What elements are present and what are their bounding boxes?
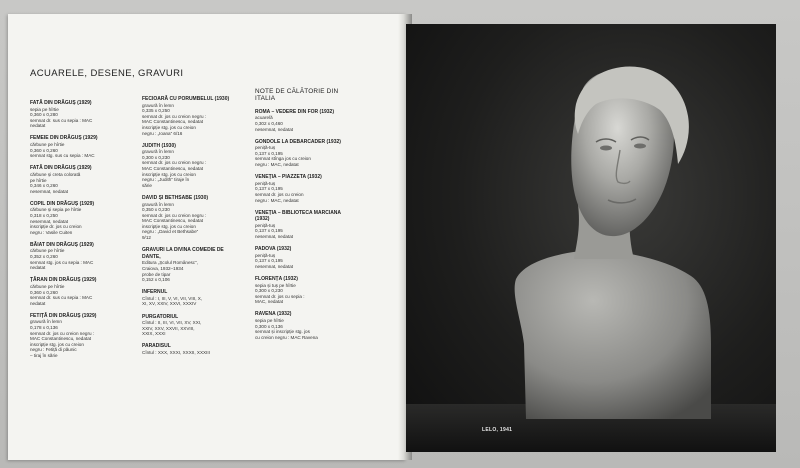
entry-detail: cărbune și sepia pe hîrtie bbox=[30, 207, 82, 213]
entry-detail: inscripție stg. jos cu creion bbox=[142, 223, 196, 229]
catalog-entry bbox=[255, 311, 355, 340]
entry-detail: 0,352 x 0,260 bbox=[30, 254, 58, 260]
catalog-entry bbox=[30, 135, 130, 158]
entry-detail: gravură în lemn bbox=[142, 102, 174, 108]
entry-detail: nesemnat, nedatat bbox=[255, 234, 294, 239]
entry-title: PARADISUL bbox=[142, 343, 171, 350]
entry-detail: 0,137 x 0,195 bbox=[255, 186, 283, 192]
entry-detail: Cîntul : II, III, VI, VII, XV, XXI, bbox=[142, 320, 202, 326]
entry-detail: cărbune pe hîrtie bbox=[30, 142, 65, 148]
entry-detail: 0,346 x 0,260 bbox=[30, 183, 58, 189]
catalog-entry bbox=[30, 201, 130, 236]
entry-detail: gravură în lemn bbox=[30, 319, 62, 325]
entry-detail: gravură în lemn bbox=[142, 201, 174, 207]
entry-detail: 0,360 x 0,260 bbox=[30, 289, 58, 295]
entry-detail: 0,335 x 0,250 bbox=[142, 108, 170, 114]
catalog-entry bbox=[255, 109, 355, 132]
entry-detail: XI, XV, XXIV, XXVI, XXXIV bbox=[142, 301, 197, 307]
catalog-entry bbox=[255, 174, 355, 203]
entry-detail: semnat dr. jos cu creion negru : bbox=[142, 160, 207, 166]
entry-detail: semnat dr. jos cu creion negru : bbox=[142, 113, 207, 119]
catalog-entry bbox=[30, 242, 130, 271]
entry-detail: 0,137 x 0,195 bbox=[255, 258, 283, 264]
bust-sculpture-image bbox=[406, 24, 776, 452]
entry-detail: nedatat bbox=[30, 123, 46, 129]
catalog-entry bbox=[255, 210, 355, 240]
entry-detail: nesemnat, nedatat bbox=[30, 188, 69, 194]
entry-detail: cărbune pe hîrtie bbox=[30, 248, 65, 254]
entry-detail: semnat dr. jos cu creion negru : bbox=[142, 212, 207, 218]
entry-detail: MAC, nedatat bbox=[255, 299, 284, 305]
entry-detail: negru : „Judith” tiraje în bbox=[142, 177, 190, 183]
entry-detail: Cîntul : XXX, XXXI, XXXII, XXXIII bbox=[142, 349, 210, 355]
entry-title: COPIL DIN DRĂGUȘ (1929) bbox=[30, 200, 95, 207]
entry-title: FECIOARĂ CU PORUMBELUL (1930) bbox=[142, 96, 230, 102]
entry-title: DAVID ȘI BETHSABE (1930) bbox=[142, 194, 209, 201]
entry-detail: nedatat bbox=[30, 265, 46, 271]
entry-detail: 0,300 x 0,230 bbox=[255, 288, 283, 294]
entry-detail: 0,300 x 0,230 bbox=[142, 154, 170, 160]
entry-detail: 9/12 bbox=[142, 235, 151, 241]
entry-detail: nesemnat, nedatat bbox=[30, 218, 69, 224]
entry-detail: Cîntul : I, III, V, VI, VII, VIII, X, bbox=[142, 295, 203, 301]
column-3-entries bbox=[255, 109, 355, 341]
entry-detail: XXIX, XXXI bbox=[142, 331, 166, 337]
entry-detail: Editura „Școlul Românesc”, bbox=[142, 260, 198, 266]
entry-detail: peniță-tuș bbox=[255, 252, 276, 258]
entry-detail: negru : Fetiță di păunic bbox=[30, 347, 77, 353]
entry-detail: probe de tipar bbox=[142, 271, 171, 277]
catalog-entry bbox=[30, 100, 130, 129]
entry-detail: inscripție stg. jos cu creion bbox=[142, 124, 196, 130]
entry-title: RAVENA (1932) bbox=[255, 311, 292, 318]
entry-detail: 0,360 x 0,260 bbox=[30, 147, 58, 153]
entry-title: FATĂ DIN DRĂGUȘ (1929) bbox=[30, 100, 92, 106]
entry-title: GRAVURI LA DIVINA COMEDIE DE DANTE, bbox=[142, 247, 224, 260]
entry-title: GONDOLE LA DEBARCADER (1932) bbox=[255, 138, 341, 145]
entry-detail: Craiova, 1932–1934 bbox=[142, 265, 184, 271]
entry-detail: sepia pe hîrtie bbox=[255, 318, 284, 324]
entry-detail: sepia pe hîrtie bbox=[30, 106, 59, 112]
entry-detail: negru : „David et Bethsabe” bbox=[142, 229, 199, 235]
entry-title: FETIȚĂ DIN DRĂGUȘ (1929) bbox=[30, 312, 97, 319]
entry-detail: acuarelă bbox=[255, 115, 273, 121]
catalog-entry bbox=[142, 195, 242, 241]
entry-detail: nedatat bbox=[30, 300, 46, 306]
entry-detail: semnat dr. sus cu sepia : MAC bbox=[30, 117, 93, 123]
catalog-entry bbox=[255, 139, 355, 168]
catalog-entry bbox=[142, 343, 242, 355]
entry-detail: semnat dr. jos cu creion bbox=[255, 191, 304, 197]
entry-detail: semnat dr. jos cu creion negru : bbox=[30, 330, 95, 336]
entry-detail: cu creion negru : MAC Ravena bbox=[255, 334, 318, 340]
entry-title: PURGATORIUL bbox=[142, 313, 179, 320]
entry-detail: MAC Constantinescu, nedatat bbox=[142, 119, 204, 125]
entry-detail: pe hîrtie bbox=[30, 177, 47, 183]
entry-detail: peniță-tuș bbox=[255, 222, 276, 228]
entry-title: JUDITH (1930) bbox=[142, 142, 176, 149]
entry-detail: semnat și inscripție stg. jos bbox=[255, 329, 310, 335]
catalog-entry bbox=[142, 96, 242, 136]
entry-detail: gravură în lemn bbox=[142, 149, 174, 155]
entry-detail: negru : MAC, nedatat bbox=[255, 162, 299, 168]
entry-detail: inscripție stg. jos cu creion bbox=[142, 171, 196, 177]
entry-detail: negru : Vasile Cuiten bbox=[30, 229, 73, 235]
entry-detail: semnat stînga jos cu creion bbox=[255, 156, 311, 162]
entry-detail: negru : „Ioana” 6/16 bbox=[142, 130, 183, 136]
entry-detail: 0,137 x 0,195 bbox=[255, 150, 283, 156]
entry-title: FATĂ DIN DRĂGUȘ (1929) bbox=[30, 165, 92, 172]
entry-detail: 0,178 x 0,136 bbox=[30, 325, 58, 330]
catalog-entry bbox=[30, 277, 130, 306]
entry-detail: MAC Constantinescu, nedatat bbox=[30, 336, 92, 342]
catalog-column-2 bbox=[142, 96, 242, 362]
entry-detail: nesemnat, nedatat bbox=[255, 263, 294, 269]
entry-title: PADOVA (1932) bbox=[255, 246, 292, 253]
entry-detail: sărie bbox=[142, 182, 152, 188]
entry-detail: 0,318 x 0,250 bbox=[30, 213, 58, 218]
entry-title: ȚĂRAN DIN DRĂGUȘ (1929) bbox=[30, 277, 97, 284]
entry-detail: 0,137 x 0,195 bbox=[255, 228, 283, 234]
entry-detail: 0,302 x 0,460 bbox=[255, 121, 283, 126]
entry-detail: semnat stg. sus cu sepia : MAC bbox=[30, 153, 95, 159]
entry-detail: inscripție dr. jos cu creion bbox=[30, 224, 82, 230]
entry-detail: negru : MAC, nedatat bbox=[255, 197, 299, 203]
entry-detail: cărbune și creta colorată bbox=[30, 171, 81, 177]
entry-detail: peniță-tuș bbox=[255, 180, 276, 186]
entry-detail: XXIV, XXV, XXVII, XXVIII, bbox=[142, 325, 195, 331]
catalog-entry bbox=[30, 313, 130, 359]
catalog-entry bbox=[142, 289, 242, 307]
entry-title: VENEȚIA – PIAZZETA (1932) bbox=[255, 174, 322, 181]
entry-detail: peniță-tuș bbox=[255, 145, 276, 151]
entry-detail: 0,152 x 0,106 bbox=[142, 277, 170, 283]
entry-detail: 0,300 x 0,136 bbox=[255, 323, 283, 329]
catalog-entry bbox=[142, 143, 242, 189]
entry-detail: 0,350 x 0,230 bbox=[142, 207, 170, 213]
entry-detail: cărbune pe hîrtie bbox=[30, 283, 65, 289]
catalog-column-1 bbox=[30, 100, 130, 365]
catalog-entry bbox=[30, 165, 130, 194]
photo-caption: LELO, 1941 bbox=[482, 427, 513, 433]
right-page-photo bbox=[406, 24, 776, 452]
catalog-entry bbox=[142, 314, 242, 337]
entry-detail: 0,360 x 0,280 bbox=[30, 112, 58, 118]
catalog-entry bbox=[255, 276, 355, 305]
section-title: ACUARELE, DESENE, GRAVURI bbox=[30, 68, 184, 79]
catalog-column-3 bbox=[255, 88, 355, 347]
entry-detail: MAC Constantinescu, nedatat bbox=[142, 166, 204, 172]
entry-detail: MAC Constantinescu, nedatat bbox=[142, 218, 204, 224]
entry-detail: sepia și tuș pe hîrtie bbox=[255, 282, 296, 288]
entry-detail: – tiraj în sărie bbox=[30, 352, 58, 358]
catalog-entry bbox=[142, 247, 242, 283]
entry-title: VENEȚIA – BIBLIOTECA MARCIANA (1932) bbox=[255, 209, 341, 223]
entry-detail: semnat stg. jos cu sepia : MAC bbox=[30, 259, 94, 265]
catalog-entry bbox=[255, 246, 355, 269]
entry-detail: inscripție stg. jos cu creion bbox=[30, 341, 84, 347]
entry-title: FLORENȚA (1932) bbox=[255, 275, 298, 282]
entry-detail: semnat dr. jos cu sepia : bbox=[255, 293, 305, 299]
entry-title: BĂIAT DIN DRĂGUȘ (1929) bbox=[30, 241, 94, 248]
entry-title: ROMA – VEDERE DIN FOR (1932) bbox=[255, 108, 334, 115]
entry-detail: semnat dr. sus cu sepia : MAC bbox=[30, 295, 93, 301]
entry-title: INFERNUL bbox=[142, 289, 168, 296]
column-heading: NOTE DE CĂLĂTORIE DIN ITALIA bbox=[255, 88, 339, 103]
entry-title: FEMEIE DIN DRĂGUȘ (1929) bbox=[30, 135, 98, 142]
entry-detail: nesemnat, nedatat bbox=[255, 126, 294, 132]
